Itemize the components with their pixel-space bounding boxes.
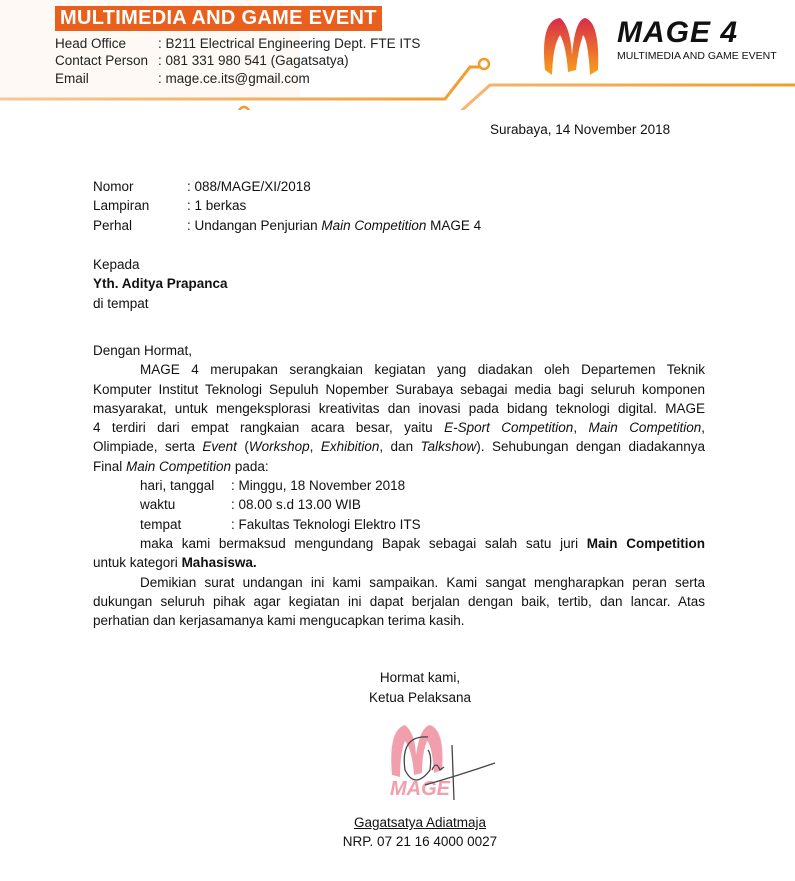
- text: , dan: [379, 439, 421, 455]
- meta-nomor: [93, 177, 481, 196]
- text: ). Sehubungan dengan diadakannya: [476, 439, 706, 455]
- signer-nrp: NRP. 07 21 16 4000 0027: [342, 834, 498, 850]
- text: 4 terdiri dari empat rangkaian acara besar, yaitu: [93, 420, 445, 436]
- text: dukungan seluruh pihak agar kegiatan ini dapat berjalan dengan baik, tertib, dan lancar. Atas: [93, 593, 705, 609]
- signer-name: Gagatsatya Adiatmaja: [353, 815, 487, 831]
- value: : Minggu, 18 November 2018: [231, 478, 406, 494]
- value: : B211 Electrical Engineering Dept. FTE ITS: [158, 36, 421, 51]
- label: Nomor: [93, 179, 134, 194]
- italic-text: Talkshow: [420, 439, 477, 455]
- value: : Undangan Penjurian: [187, 217, 322, 233]
- text: untuk kategori: [93, 555, 182, 571]
- text: ,: [573, 420, 589, 436]
- recipient-to: Kepada: [93, 257, 140, 272]
- event-details: [93, 476, 705, 534]
- signature-stamp-image: [370, 715, 500, 805]
- text-line: [93, 360, 705, 379]
- letter-body: [93, 341, 705, 630]
- label: tempat: [140, 516, 182, 532]
- closing-line: Hormat kami,: [379, 670, 461, 686]
- value: : 08.00 s.d 13.00 WIB: [231, 497, 361, 513]
- value: : 1 berkas: [187, 198, 247, 214]
- label: Email: [55, 71, 89, 86]
- letter-meta: [93, 177, 481, 235]
- letter-date: Surabaya, 14 November 2018: [490, 122, 671, 137]
- italic-text: E-Sport Competition: [444, 420, 574, 436]
- email-row: [55, 71, 310, 86]
- contact-person-row: [55, 53, 349, 68]
- value: : Fakultas Teknologi Elektro ITS: [231, 516, 421, 532]
- text: maka kami bermaksud mengundang Bapak sebagai salah satu juri: [140, 535, 587, 551]
- closing: [0, 668, 795, 707]
- text: ,: [701, 420, 705, 436]
- recipient-name: Yth. Aditya Prapanca: [93, 276, 228, 292]
- bold-text: Mahasiswa.: [181, 555, 257, 571]
- paragraph-intro: [93, 360, 705, 476]
- org-banner: MULTIMEDIA AND GAME EVENT: [55, 6, 382, 31]
- text-line: [93, 437, 705, 456]
- label: Head Office: [55, 36, 127, 51]
- mage-logo-icon: [544, 18, 598, 75]
- italic-text: Exhibition: [320, 439, 380, 455]
- label: Contact Person: [55, 53, 149, 68]
- text-line: [93, 399, 705, 418]
- text-line: [93, 592, 705, 611]
- label: Perhal: [93, 217, 133, 233]
- label: waktu: [140, 497, 176, 513]
- value-tail: MAGE 4: [426, 217, 482, 233]
- italic-text: Main Competition: [126, 458, 232, 474]
- text: Demikian surat undangan ini kami sampaikan. Kami sangat mengharapkan peran serta: [140, 574, 705, 590]
- value: : 081 331 980 541 (Gagatsatya): [158, 53, 349, 68]
- text-line: [93, 534, 705, 553]
- value-italic: Main Competition: [321, 217, 427, 233]
- letter-lower-section: [0, 341, 795, 852]
- text: masyarakat, untuk mengeksplorasi kreativitas dan inovasi pada bidang teknologi digital. MAGE: [93, 400, 705, 416]
- recipient-place: di tempat: [93, 295, 149, 311]
- text: (: [236, 439, 249, 455]
- text-line: [93, 553, 705, 572]
- detail-date: [140, 476, 705, 495]
- logo-subtitle: MULTIMEDIA AND GAME EVENT: [617, 50, 777, 62]
- value: : mage.ce.its@gmail.com: [158, 71, 310, 86]
- meta-perhal: [93, 216, 481, 235]
- paragraph-invitation: [93, 534, 705, 573]
- text: perhatian dan kerjasamanya kami mengucapkan terima kasih.: [93, 613, 465, 629]
- bold-text: Main Competition: [586, 535, 705, 551]
- text: ,: [309, 439, 321, 455]
- italic-text: Workshop: [248, 439, 310, 455]
- stamp-text: MAGE: [390, 778, 450, 801]
- paragraph-closing: [93, 573, 705, 631]
- head-office-row: [55, 36, 420, 51]
- text: Final: [93, 458, 127, 474]
- text-line: [93, 380, 705, 399]
- recipient: [93, 255, 228, 313]
- label: Lampiran: [93, 198, 150, 214]
- signer: [0, 813, 795, 852]
- logo-title: MAGE 4: [617, 16, 739, 49]
- closing-role: Ketua Pelaksana: [368, 689, 472, 705]
- detail-place: [140, 515, 705, 534]
- text: Olimpiade, serta: [93, 439, 203, 455]
- greeting: Dengan Hormat,: [93, 343, 193, 358]
- label: hari, tanggal: [140, 478, 215, 494]
- value: : 088/MAGE/XI/2018: [187, 179, 311, 194]
- text-line: [93, 418, 705, 437]
- text: pada:: [231, 458, 269, 474]
- text-line: [93, 611, 705, 630]
- italic-text: Event: [202, 439, 237, 455]
- text-line: [93, 573, 705, 592]
- detail-time: [140, 495, 705, 514]
- text: MAGE 4 merupakan serangkaian kegiatan yang diadakan oleh Departemen Teknik: [140, 362, 705, 378]
- text-line: [93, 457, 705, 476]
- text: Komputer Institut Teknologi Sepuluh Nopember Surabaya sebagai media bagi seluruh komponen: [93, 381, 705, 397]
- meta-lampiran: [93, 196, 481, 215]
- italic-text: Main Competition: [588, 420, 702, 436]
